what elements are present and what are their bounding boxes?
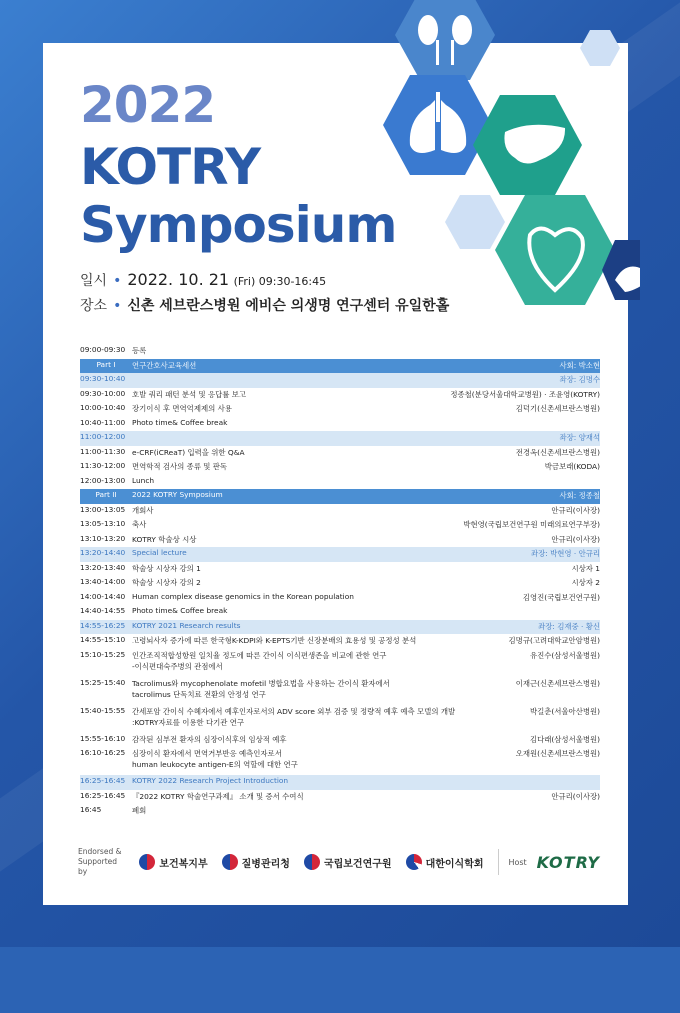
schedule-row (80, 605, 600, 620)
kst-logo: 대한이식학회 (406, 854, 484, 870)
venue-label: 장소 (80, 298, 108, 314)
row-time: 11:00-11:30 (80, 446, 126, 456)
row-desc-line: -이식편대숙주병의 관점에서 (132, 661, 223, 671)
row-desc-line: 장기이식 후 면역억제제의 사용 (132, 404, 232, 413)
title-symposium: Symposium (80, 196, 397, 254)
row-time: 13:10-13:20 (80, 533, 126, 543)
row-desc (132, 563, 566, 574)
row-time: 09:30-10:00 (80, 388, 126, 398)
kotry-logo: KOTRY (536, 852, 600, 872)
row-desc-line: Special lecture (132, 548, 187, 557)
row-desc-line: KOTRY 2021 Research results (132, 620, 241, 630)
row-desc-line: Tacrolimus와 mycophenolate mofetil 병합요법을 사용하는 간이식 환자에서 (132, 678, 390, 688)
row-desc (132, 805, 594, 816)
row-desc (132, 490, 553, 499)
part-header-row (80, 489, 600, 504)
row-desc-line: 학술상 시상자 강의 2 (132, 578, 201, 587)
row-time: 13:20-14:40 (80, 548, 126, 557)
row-time: 09:30-10:40 (80, 374, 126, 383)
row-speaker: 좌장: 박현영 · 안규리 (530, 549, 600, 558)
nih-logo: 국립보건연구원 (304, 854, 392, 870)
schedule-row (80, 475, 600, 490)
row-speaker: 김덕기(신촌세브란스병원) (515, 404, 600, 413)
row-speaker: 박현영(국립보건연구원 미래의료연구부장) (463, 520, 600, 529)
lung-hexagon (383, 75, 492, 175)
host-label: Host (508, 857, 527, 867)
row-desc-line: 폐회 (132, 806, 147, 815)
row-desc-line: 심장이식 환자에서 면역거부반응 예측인자로서 (132, 749, 282, 758)
mohw-logo: 보건복지부 (139, 854, 207, 870)
row-time: 15:10-15:25 (80, 649, 126, 659)
row-speaker: 김영진(국립보건연구원) (522, 592, 600, 602)
row-desc (132, 706, 524, 728)
row-speaker: 박금보래(KODA) (544, 462, 600, 471)
row-time: 13:05-13:10 (80, 519, 126, 528)
row-speaker: 좌장: 김명수 (559, 375, 600, 384)
session-header-row (80, 620, 600, 635)
row-speaker: 안규리(이사장) (551, 791, 600, 801)
schedule-row (80, 576, 600, 591)
schedule-row (80, 460, 600, 475)
schedule-table (80, 344, 600, 819)
title-year: 2022 (80, 76, 216, 134)
row-desc-line: Lunch (132, 475, 155, 485)
row-speaker: 이재근(신촌세브란스병원) (515, 678, 600, 688)
row-desc (132, 621, 532, 630)
schedule-row (80, 733, 600, 748)
schedule-row (80, 790, 600, 805)
row-desc (132, 345, 594, 356)
row-desc (132, 606, 594, 615)
row-speaker: 사회: 정종철 (559, 491, 600, 500)
schedule-row (80, 533, 600, 548)
row-time: 14:55-16:25 (80, 620, 126, 630)
date-line: 일시 • 2022. 10. 21 (Fri) 09:30-16:45 (80, 270, 327, 289)
row-time: 11:00-12:00 (80, 432, 126, 441)
row-speaker: 안규리(이사장) (551, 534, 600, 544)
row-time: 13:20-13:40 (80, 562, 126, 572)
row-desc (132, 403, 510, 414)
emblem-icon (222, 854, 238, 870)
row-desc-line: Photo time& Coffee break (132, 606, 228, 615)
schedule-row (80, 344, 600, 359)
row-speaker: 시상자 1 (571, 563, 600, 573)
row-desc-line: 축사 (132, 520, 147, 529)
schedule-row (80, 562, 600, 577)
row-time: 09:00-09:30 (80, 345, 126, 354)
schedule-row (80, 518, 600, 533)
title-kotry: KOTRY (80, 138, 261, 196)
row-time: 14:40-14:55 (80, 606, 126, 615)
date-extra: (Fri) 09:30-16:45 (233, 275, 327, 288)
row-time: 12:00-13:00 (80, 475, 126, 485)
row-desc (132, 389, 444, 400)
row-time: 13:40-14:00 (80, 577, 126, 586)
row-time: 16:25-16:45 (80, 776, 126, 785)
schedule-row (80, 747, 600, 775)
row-desc-line: Human complex disease genomics in the Korean population (132, 591, 354, 601)
row-desc (132, 505, 545, 516)
decor-hexagon (580, 30, 620, 66)
date-value: 2022. 10. 21 (127, 270, 230, 289)
date-label: 일시 (80, 273, 108, 289)
row-time: 16:45 (80, 805, 102, 814)
row-time: 16:25-16:45 (80, 790, 126, 800)
row-time: 11:30-12:00 (80, 461, 126, 470)
row-time: 15:55-16:10 (80, 733, 126, 743)
footer (78, 842, 600, 882)
row-desc-line: KOTRY 2022 Research Project Introduction (132, 776, 289, 785)
row-speaker: 안규리(이사장) (551, 505, 600, 515)
schedule-row (80, 705, 600, 733)
schedule-row (80, 402, 600, 417)
row-speaker: 사회: 박소현 (559, 360, 600, 370)
decor-hexagon (445, 195, 505, 249)
row-speaker: 박길춘(서울아산병원) (529, 706, 600, 716)
row-time: 15:40-15:55 (80, 705, 126, 715)
row-desc-line: 학술상 시상자 강의 1 (132, 563, 201, 573)
row-desc-line: 2022 KOTRY Symposium (132, 490, 223, 499)
row-desc-line: 개회사 (132, 505, 154, 515)
row-desc (132, 534, 545, 545)
row-desc-line: 등록 (132, 346, 147, 355)
row-desc-line: 호발 쿼리 패턴 분석 및 응답률 보고 (132, 389, 247, 399)
row-desc (132, 360, 553, 371)
row-desc-line: 연구간호사교육세션 (132, 360, 197, 370)
row-speaker: 김명규(고려대학교안암병원) (508, 636, 600, 645)
schedule-row (80, 591, 600, 606)
row-desc-line: e-CRF(iCReaT) 입력을 위한 Q&A (132, 447, 245, 457)
row-time: 13:00-13:05 (80, 504, 126, 514)
organ-hexagons (340, 0, 640, 310)
row-desc (132, 791, 545, 802)
row-desc (132, 592, 517, 601)
part-header-row (80, 359, 600, 374)
endorsed-label: Endorsed & Supported by (78, 847, 122, 876)
footer-divider (498, 849, 499, 875)
emblem-icon (139, 854, 155, 870)
emblem-icon (406, 854, 422, 870)
row-time: 10:00-10:40 (80, 403, 126, 412)
kidney-hexagon (395, 0, 495, 80)
row-desc-line: 면역학적 검사의 종류 및 판독 (132, 462, 228, 471)
row-speaker: 김다래(삼성서울병원) (529, 734, 600, 744)
row-desc (132, 635, 503, 646)
session-header-row (80, 431, 600, 446)
row-desc-line: 간세포암 간이식 수혜자에서 예후인자로서의 ADV score 외부 검증 및 정량적 예후 예측 모델의 개발 (132, 706, 456, 716)
row-desc (132, 461, 539, 472)
row-desc (132, 577, 566, 588)
row-desc-line: 『2022 KOTRY 학술연구과제』 소개 및 증서 수여식 (132, 791, 304, 801)
row-desc-line: 고령뇌사자 증가에 따른 한국형K-KDPI와 K-EPTS기반 신장분배의 효용성 및 공정성 분석 (132, 636, 417, 645)
row-time: Part II (95, 490, 117, 499)
venue-value: 신촌 세브란스병원 에비슨 의생명 연구센터 유일한홀 (127, 298, 450, 314)
row-desc (132, 418, 594, 427)
row-desc (132, 447, 510, 458)
schedule-row (80, 677, 600, 705)
row-speaker: 정종철(분당서울대학교병원) · 조윤영(KOTRY) (450, 389, 600, 399)
session-header-row (80, 775, 600, 790)
row-speaker: 좌장: 김재중 · 황신 (538, 621, 600, 631)
row-desc-line: tacrolimus 단독치료 전환의 안정성 연구 (132, 689, 266, 699)
session-header-row (80, 373, 600, 388)
row-time: 14:55-15:10 (80, 635, 126, 644)
schedule-row (80, 446, 600, 461)
row-desc (132, 650, 524, 672)
row-desc-line: human leukocyte antigen-E의 역할에 대한 연구 (132, 760, 298, 769)
row-desc (132, 748, 510, 770)
row-time: Part I (96, 359, 116, 369)
row-time: 14:00-14:40 (80, 591, 126, 601)
schedule-row (80, 649, 600, 677)
row-time: 15:25-15:40 (80, 677, 126, 687)
row-speaker: 전경옥(신촌세브란스병원) (515, 447, 600, 457)
row-speaker: 시상자 2 (571, 578, 600, 587)
row-speaker: 오재원(신촌세브란스병원) (515, 749, 600, 758)
row-desc (132, 678, 510, 700)
row-speaker: 좌장: 양재석 (559, 433, 600, 442)
row-desc-line: KOTRY 학술상 시상 (132, 534, 197, 544)
session-header-row (80, 547, 600, 562)
schedule-row (80, 504, 600, 519)
row-time: 16:10-16:25 (80, 748, 126, 757)
venue-line: 장소 • 신촌 세브란스병원 에비슨 의생명 연구센터 유일한홀 (80, 298, 450, 314)
schedule-row (80, 804, 600, 819)
schedule-row (80, 388, 600, 403)
kdca-logo: 질병관리청 (222, 854, 290, 870)
row-time: 10:40-11:00 (80, 417, 126, 427)
row-desc-line: 인간조직적합성항원 일치율 정도에 따른 간이식 이식편생존을 비교에 관한 연구 (132, 650, 387, 660)
schedule-row (80, 634, 600, 649)
row-desc (132, 519, 457, 530)
emblem-icon (304, 854, 320, 870)
row-desc-line: :KOTRY자료를 이용한 다기관 연구 (132, 717, 245, 727)
row-desc (132, 548, 525, 557)
row-desc (132, 476, 594, 485)
row-speaker: 유진수(삼성서울병원) (529, 650, 600, 660)
row-desc (132, 776, 594, 785)
schedule-row (80, 417, 600, 432)
row-desc-line: Photo time& Coffee break (132, 417, 228, 427)
row-desc (132, 734, 524, 745)
row-desc-line: 감작된 심부전 환자의 심장이식후의 임상적 예후 (132, 734, 287, 744)
